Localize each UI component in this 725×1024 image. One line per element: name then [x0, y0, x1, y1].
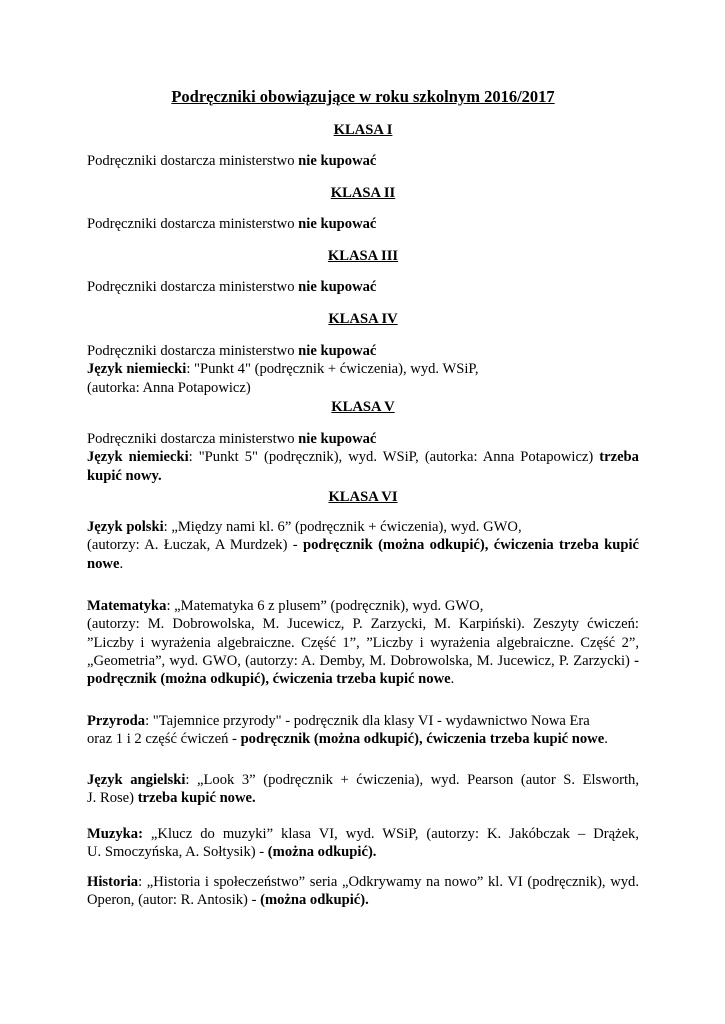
subject-text: Operon, (autor: R. Antosik) -	[87, 892, 261, 909]
subject-bold: nowe	[87, 555, 120, 572]
klasa-i-note	[87, 152, 639, 170]
polski-line-1	[87, 518, 639, 536]
muzyka-line-1	[87, 825, 639, 843]
matematyka-line-5	[87, 670, 639, 688]
subject-text: : "Punkt 4" (podręcznik + ćwiczenia), wyd. WSiP,	[186, 361, 479, 378]
klasa-v-german	[87, 448, 639, 466]
klasa-i-heading: KLASA I	[333, 122, 393, 138]
matematyka-line-1	[87, 597, 639, 615]
subject-text: : „Look 3” (podręcznik + ćwiczenia), wyd. Pearson (autor S. Elsworth,	[185, 772, 639, 788]
polski-line-3	[87, 555, 639, 573]
historia-entry	[87, 873, 639, 910]
klasa-v-note	[87, 430, 639, 448]
subject-text: : „Matematyka 6 z plusem” (podręcznik), wyd. GWO,	[166, 598, 484, 614]
note-bold: nie kupować	[298, 431, 377, 447]
klasa-iii-heading: KLASA III	[327, 248, 399, 264]
note-bold: nie kupować	[298, 216, 377, 232]
subject-bold: podręcznik (można odkupić), ćwiczenia trzeba kupić nowe	[87, 671, 451, 688]
subject-text: U. Smoczyńska, A. Sołtysik) -	[87, 844, 268, 861]
klasa-v-block	[87, 430, 639, 485]
subject-label: Język niemiecki	[87, 361, 187, 378]
klasa-ii-note	[87, 215, 639, 233]
subject-text: .	[119, 555, 124, 572]
klasa-iii-note	[87, 278, 639, 296]
przyroda-line-2	[87, 730, 639, 748]
subject-label: Historia	[87, 874, 139, 890]
subject-label: Przyroda	[87, 713, 146, 729]
polski-entry	[87, 518, 639, 573]
klasa-v-heading: KLASA V	[331, 399, 395, 415]
note-bold: nie kupować	[298, 153, 377, 169]
subject-bold: -	[634, 652, 639, 669]
matematyka-line-3: ”Liczby i wyrażenia algebraiczne. Część 1”, ”Liczby i wyrażenia algebraiczne. Część 2”,	[87, 634, 639, 651]
subject-text: : „Historia i społeczeństwo” seria „Odkrywamy na nowo” kl. VI (podręcznik), wyd.	[138, 874, 639, 890]
note-text: Podręczniki dostarcza ministerstwo	[87, 153, 299, 169]
klasa-iv-heading: KLASA IV	[328, 311, 398, 327]
document-title: Podręczniki obowiązujące w roku szkolnym 2016/2017	[171, 87, 555, 106]
note-text: Podręczniki dostarcza ministerstwo	[87, 343, 299, 359]
klasa-iv-block	[87, 342, 639, 397]
subject-text: J. Rose)	[87, 790, 138, 807]
subject-bold: trzeba	[599, 449, 639, 466]
klasa-iv-author: (autorka: Anna Potapowicz)	[87, 379, 251, 396]
subject-text: „Geometria”, wyd. GWO, (autorzy: A. Demby, M. Dobrowolska, M. Jucewicz, P. Zarzycki)	[87, 652, 635, 669]
subject-label: Muzyka:	[87, 826, 143, 842]
subject-label: Matematyka	[87, 598, 167, 614]
historia-line-1	[87, 873, 639, 891]
subject-bold: (można odkupić).	[267, 844, 377, 861]
subject-bold: kupić nowy.	[87, 467, 162, 484]
note-text: Podręczniki dostarcza ministerstwo	[87, 279, 299, 295]
subject-text: oraz 1 i 2 część ćwiczeń -	[87, 731, 241, 748]
subject-text: „Klucz do muzyki” klasa VI, wyd. WSiP, (autorzy: K. Jakóbczak – Drążek,	[142, 826, 639, 842]
muzyka-line-2	[87, 843, 639, 861]
polski-line-2	[87, 536, 639, 554]
przyroda-entry	[87, 712, 639, 749]
matematyka-line-2: (autorzy: M. Dobrowolska, M. Jucewicz, P. Zarzycki, M. Karpiński). Zeszyty ćwiczeń:	[87, 616, 639, 633]
note-text: Podręczniki dostarcza ministerstwo	[87, 216, 299, 232]
subject-text: .	[450, 671, 455, 688]
subject-text: : "Tajemnice przyrody" - podręcznik dla klasy VI - wydawnictwo Nowa Era	[145, 713, 590, 729]
klasa-vi-heading: KLASA VI	[328, 489, 398, 505]
subject-bold: trzeba kupić nowe.	[137, 790, 256, 807]
angielski-line-2	[87, 789, 639, 807]
subject-text: (autorzy: A. Łuczak, A Murdzek) -	[87, 537, 303, 554]
subject-label: Język polski	[87, 519, 164, 535]
subject-text: : „Między nami kl. 6” (podręcznik + ćwiczenia), wyd. GWO,	[163, 519, 522, 535]
subject-label: Język niemiecki	[87, 449, 189, 466]
note-bold: nie kupować	[298, 343, 377, 359]
note-text: Podręczniki dostarcza ministerstwo	[87, 431, 299, 447]
muzyka-entry	[87, 825, 639, 862]
subject-label: Język angielski	[87, 772, 186, 788]
matematyka-entry	[87, 597, 639, 688]
klasa-iv-note	[87, 342, 639, 360]
matematyka-line-4	[87, 652, 639, 670]
angielski-entry	[87, 771, 639, 808]
angielski-line-1	[87, 771, 639, 789]
historia-line-2	[87, 891, 639, 909]
klasa-v-german-cont	[87, 467, 639, 485]
subject-bold: (można odkupić).	[260, 892, 369, 909]
subject-bold: podręcznik (można odkupić), ćwiczenia trzeba kupić	[303, 537, 639, 554]
subject-text: : "Punkt 5" (podręcznik), wyd. WSiP, (autorka: Anna Potapowicz)	[188, 449, 600, 466]
przyroda-line-1	[87, 712, 639, 730]
note-bold: nie kupować	[298, 279, 377, 295]
subject-text: .	[604, 731, 608, 748]
klasa-iv-german	[87, 360, 639, 378]
subject-bold: podręcznik (można odkupić), ćwiczenia trzeba kupić nowe	[240, 731, 605, 748]
klasa-ii-heading: KLASA II	[330, 185, 396, 201]
